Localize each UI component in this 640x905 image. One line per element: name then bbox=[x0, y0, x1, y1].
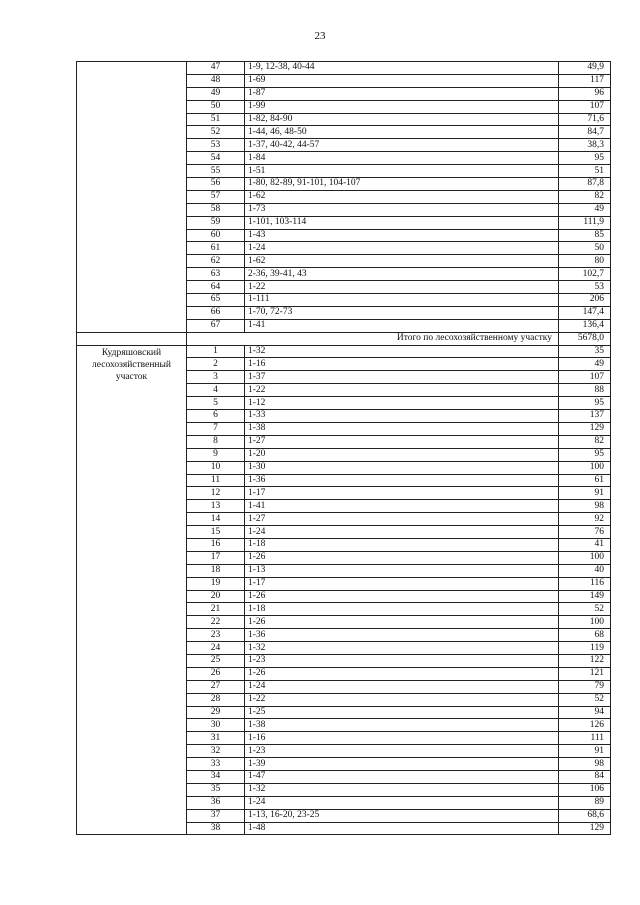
plot-range: 1-12 bbox=[245, 397, 559, 410]
quarter-number: 35 bbox=[187, 783, 245, 796]
area-value: 84 bbox=[559, 770, 611, 783]
area-value: 117 bbox=[559, 74, 611, 87]
quarter-number: 21 bbox=[187, 603, 245, 616]
quarter-number: 1 bbox=[187, 345, 245, 358]
quarter-number: 51 bbox=[187, 113, 245, 126]
area-value: 35 bbox=[559, 345, 611, 358]
plot-range: 1-22 bbox=[245, 384, 559, 397]
section-1-body bbox=[77, 62, 611, 333]
area-value: 49 bbox=[559, 358, 611, 371]
forest-area-name: Кудряшовский лесохозяйственный участок bbox=[77, 345, 187, 835]
quarter-number: 12 bbox=[187, 487, 245, 500]
area-value: 149 bbox=[559, 590, 611, 603]
area-value: 49,9 bbox=[559, 62, 611, 75]
area-value: 53 bbox=[559, 281, 611, 294]
quarter-number: 30 bbox=[187, 719, 245, 732]
plot-range: 1-17 bbox=[245, 577, 559, 590]
area-value: 92 bbox=[559, 513, 611, 526]
area-value: 98 bbox=[559, 758, 611, 771]
quarter-number: 37 bbox=[187, 809, 245, 822]
area-value: 100 bbox=[559, 616, 611, 629]
plot-range: 1-99 bbox=[245, 100, 559, 113]
area-value: 52 bbox=[559, 603, 611, 616]
quarter-number: 17 bbox=[187, 551, 245, 564]
area-value: 96 bbox=[559, 87, 611, 100]
area-value: 94 bbox=[559, 706, 611, 719]
area-value: 102,7 bbox=[559, 268, 611, 281]
plot-range: 1-25 bbox=[245, 706, 559, 719]
quarter-number: 60 bbox=[187, 229, 245, 242]
plot-range: 1-32 bbox=[245, 642, 559, 655]
plot-range: 1-32 bbox=[245, 783, 559, 796]
plot-range: 1-38 bbox=[245, 422, 559, 435]
plot-range: 1-26 bbox=[245, 616, 559, 629]
plot-range: 1-48 bbox=[245, 822, 559, 835]
plot-range: 1-27 bbox=[245, 513, 559, 526]
plot-range: 1-16 bbox=[245, 732, 559, 745]
plot-range: 1-18 bbox=[245, 538, 559, 551]
quarter-number: 28 bbox=[187, 693, 245, 706]
plot-range: 1-24 bbox=[245, 680, 559, 693]
area-value: 82 bbox=[559, 435, 611, 448]
area-value: 122 bbox=[559, 654, 611, 667]
forest-quarters-table bbox=[76, 61, 611, 835]
quarter-number: 29 bbox=[187, 706, 245, 719]
quarter-number: 50 bbox=[187, 100, 245, 113]
area-value: 41 bbox=[559, 538, 611, 551]
quarter-number: 59 bbox=[187, 216, 245, 229]
plot-range: 1-87 bbox=[245, 87, 559, 100]
plot-range: 1-13 bbox=[245, 564, 559, 577]
area-value: 129 bbox=[559, 422, 611, 435]
area-value: 38,3 bbox=[559, 139, 611, 152]
area-value: 107 bbox=[559, 371, 611, 384]
quarter-number: 33 bbox=[187, 758, 245, 771]
quarter-number: 11 bbox=[187, 474, 245, 487]
area-value: 136,4 bbox=[559, 319, 611, 332]
area-value: 111,9 bbox=[559, 216, 611, 229]
plot-range: 1-26 bbox=[245, 551, 559, 564]
quarter-number: 32 bbox=[187, 745, 245, 758]
plot-range: 1-43 bbox=[245, 229, 559, 242]
quarter-number: 5 bbox=[187, 397, 245, 410]
area-value: 80 bbox=[559, 255, 611, 268]
area-value: 111 bbox=[559, 732, 611, 745]
plot-range: 1-37, 40-42, 44-57 bbox=[245, 139, 559, 152]
plot-range: 1-73 bbox=[245, 203, 559, 216]
quarter-number: 67 bbox=[187, 319, 245, 332]
area-value: 50 bbox=[559, 242, 611, 255]
area-value: 61 bbox=[559, 474, 611, 487]
area-value: 116 bbox=[559, 577, 611, 590]
area-value: 91 bbox=[559, 487, 611, 500]
quarter-number: 31 bbox=[187, 732, 245, 745]
area-value: 68,6 bbox=[559, 809, 611, 822]
quarter-number: 15 bbox=[187, 526, 245, 539]
quarter-number: 24 bbox=[187, 642, 245, 655]
area-value: 100 bbox=[559, 551, 611, 564]
quarter-number: 19 bbox=[187, 577, 245, 590]
plot-range: 1-22 bbox=[245, 693, 559, 706]
plot-range: 1-36 bbox=[245, 629, 559, 642]
plot-range: 1-47 bbox=[245, 770, 559, 783]
quarter-number: 22 bbox=[187, 616, 245, 629]
plot-range: 1-44, 46, 48-50 bbox=[245, 126, 559, 139]
quarter-number: 20 bbox=[187, 590, 245, 603]
area-value: 82 bbox=[559, 190, 611, 203]
quarter-number: 3 bbox=[187, 371, 245, 384]
quarter-number: 7 bbox=[187, 422, 245, 435]
area-value: 49 bbox=[559, 203, 611, 216]
area-value: 107 bbox=[559, 100, 611, 113]
quarter-number: 27 bbox=[187, 680, 245, 693]
area-value: 121 bbox=[559, 667, 611, 680]
plot-range: 2-36, 39-41, 43 bbox=[245, 268, 559, 281]
quarter-number: 9 bbox=[187, 448, 245, 461]
quarter-number: 53 bbox=[187, 139, 245, 152]
quarter-number: 48 bbox=[187, 74, 245, 87]
area-value: 71,6 bbox=[559, 113, 611, 126]
plot-range: 1-24 bbox=[245, 796, 559, 809]
quarter-number: 23 bbox=[187, 629, 245, 642]
total-row bbox=[77, 332, 611, 345]
total-row-body bbox=[77, 332, 611, 345]
plot-range: 1-39 bbox=[245, 758, 559, 771]
quarter-number: 36 bbox=[187, 796, 245, 809]
quarter-number: 18 bbox=[187, 564, 245, 577]
plot-range: 1-62 bbox=[245, 190, 559, 203]
area-value: 89 bbox=[559, 796, 611, 809]
area-value: 119 bbox=[559, 642, 611, 655]
plot-range: 1-38 bbox=[245, 719, 559, 732]
area-value: 51 bbox=[559, 165, 611, 178]
plot-range: 1-41 bbox=[245, 319, 559, 332]
area-value: 85 bbox=[559, 229, 611, 242]
plot-range: 1-13, 16-20, 23-25 bbox=[245, 809, 559, 822]
quarter-number: 52 bbox=[187, 126, 245, 139]
quarter-number: 34 bbox=[187, 770, 245, 783]
quarter-number: 55 bbox=[187, 165, 245, 178]
plot-range: 1-23 bbox=[245, 745, 559, 758]
quarter-number: 25 bbox=[187, 654, 245, 667]
area-value: 91 bbox=[559, 745, 611, 758]
quarter-number: 63 bbox=[187, 268, 245, 281]
area-value: 52 bbox=[559, 693, 611, 706]
area-value: 106 bbox=[559, 783, 611, 796]
quarter-number: 61 bbox=[187, 242, 245, 255]
area-value: 137 bbox=[559, 410, 611, 423]
plot-range: 1-24 bbox=[245, 242, 559, 255]
plot-range: 1-32 bbox=[245, 345, 559, 358]
quarter-number: 4 bbox=[187, 384, 245, 397]
plot-range: 1-41 bbox=[245, 500, 559, 513]
quarter-number: 58 bbox=[187, 203, 245, 216]
plot-range: 1-9, 12-38, 40-44 bbox=[245, 62, 559, 75]
quarter-number: 38 bbox=[187, 822, 245, 835]
area-value: 76 bbox=[559, 526, 611, 539]
total-label: Итого по лесохозяйственному участку bbox=[187, 332, 559, 345]
plot-range: 1-101, 103-114 bbox=[245, 216, 559, 229]
plot-range: 1-84 bbox=[245, 152, 559, 165]
plot-range: 1-33 bbox=[245, 410, 559, 423]
plot-range: 1-24 bbox=[245, 526, 559, 539]
plot-range: 1-27 bbox=[245, 435, 559, 448]
total-value: 5678,0 bbox=[559, 332, 611, 345]
plot-range: 1-111 bbox=[245, 294, 559, 307]
plot-range: 1-30 bbox=[245, 461, 559, 474]
quarter-number: 10 bbox=[187, 461, 245, 474]
plot-range: 1-26 bbox=[245, 667, 559, 680]
page-number: 23 bbox=[314, 30, 326, 42]
area-value: 100 bbox=[559, 461, 611, 474]
plot-range: 1-20 bbox=[245, 448, 559, 461]
quarter-number: 47 bbox=[187, 62, 245, 75]
plot-range: 1-22 bbox=[245, 281, 559, 294]
area-value: 206 bbox=[559, 294, 611, 307]
plot-range: 1-51 bbox=[245, 165, 559, 178]
quarter-number: 2 bbox=[187, 358, 245, 371]
quarter-number: 14 bbox=[187, 513, 245, 526]
area-value: 147,4 bbox=[559, 306, 611, 319]
quarter-number: 49 bbox=[187, 87, 245, 100]
total-row-area-cell bbox=[77, 332, 187, 345]
quarter-number: 57 bbox=[187, 190, 245, 203]
area-value: 68 bbox=[559, 629, 611, 642]
area-value: 87,8 bbox=[559, 178, 611, 191]
plot-range: 1-16 bbox=[245, 358, 559, 371]
plot-range: 1-36 bbox=[245, 474, 559, 487]
plot-range: 1-18 bbox=[245, 603, 559, 616]
quarter-number: 66 bbox=[187, 306, 245, 319]
area-value: 126 bbox=[559, 719, 611, 732]
quarter-number: 64 bbox=[187, 281, 245, 294]
quarter-number: 56 bbox=[187, 178, 245, 191]
area-value: 84,7 bbox=[559, 126, 611, 139]
area-value: 40 bbox=[559, 564, 611, 577]
table-row bbox=[77, 62, 611, 75]
area-value: 95 bbox=[559, 448, 611, 461]
plot-range: 1-17 bbox=[245, 487, 559, 500]
plot-range: 1-82, 84-90 bbox=[245, 113, 559, 126]
area-value: 129 bbox=[559, 822, 611, 835]
plot-range: 1-26 bbox=[245, 590, 559, 603]
plot-range: 1-37 bbox=[245, 371, 559, 384]
quarter-number: 16 bbox=[187, 538, 245, 551]
table-row bbox=[77, 345, 611, 358]
quarter-number: 8 bbox=[187, 435, 245, 448]
quarter-number: 65 bbox=[187, 294, 245, 307]
area-value: 98 bbox=[559, 500, 611, 513]
area-value: 95 bbox=[559, 152, 611, 165]
plot-range: 1-62 bbox=[245, 255, 559, 268]
section-2-body bbox=[77, 345, 611, 835]
plot-range: 1-69 bbox=[245, 74, 559, 87]
quarter-number: 6 bbox=[187, 410, 245, 423]
quarter-number: 13 bbox=[187, 500, 245, 513]
plot-range: 1-23 bbox=[245, 654, 559, 667]
plot-range: 1-80, 82-89, 91-101, 104-107 bbox=[245, 178, 559, 191]
area-value: 79 bbox=[559, 680, 611, 693]
forest-area-name bbox=[77, 62, 187, 333]
area-value: 95 bbox=[559, 397, 611, 410]
quarter-number: 62 bbox=[187, 255, 245, 268]
plot-range: 1-70, 72-73 bbox=[245, 306, 559, 319]
quarter-number: 54 bbox=[187, 152, 245, 165]
area-value: 88 bbox=[559, 384, 611, 397]
quarter-number: 26 bbox=[187, 667, 245, 680]
